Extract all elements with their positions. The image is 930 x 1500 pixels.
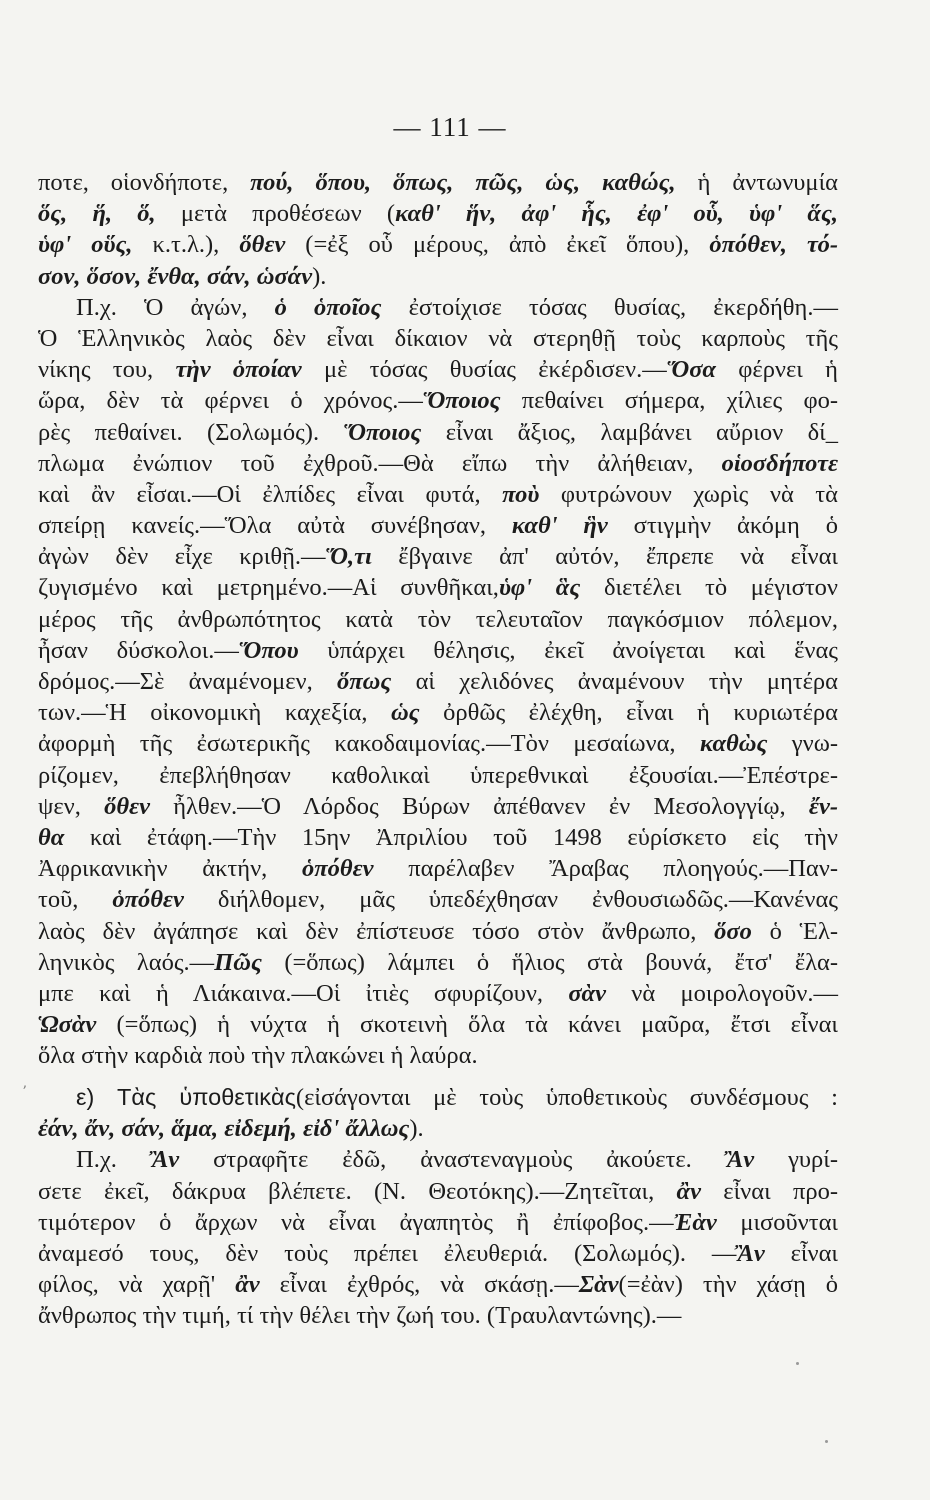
emphasized-term: οἱοσδήποτε	[721, 449, 838, 477]
text-line	[38, 728, 838, 759]
emphasized-term: Ὅ,τι	[325, 543, 372, 571]
text-run: ψεν,	[38, 792, 105, 820]
text-run: λαὸς δὲν ἀγάπησε καὶ δὲν ἐπίστευσε τόσο στὸν ἄνθρωπο,	[38, 917, 715, 945]
text-run: δρόμος.—Σὲ ἀναμένομεν,	[38, 668, 338, 695]
text-line	[38, 167, 838, 198]
text-run: ἀγὼν δὲν εἶχε κριθῇ.—	[38, 543, 326, 571]
text-run: αἱ χελιδόνες ἀναμένουν τὴν μητέρα	[391, 668, 838, 695]
text-run: ὥρα, δὲν τὰ φέρνει ὁ χρόνος.—	[38, 387, 423, 415]
text-run: φίλος, νὰ χαρῇ'	[38, 1271, 236, 1299]
text-run: σπείρῃ κανείς.—Ὅλα αὐτὰ συνέβησαν,	[38, 512, 512, 540]
text-line	[38, 760, 838, 791]
text-run: στραφῆτε ἐδῶ, ἀναστεναγμοὺς ἀκούετε.	[179, 1146, 726, 1174]
text-run: Ὁ Ἑλληνικὸς λαὸς δὲν εἶναι δίκαιον νὰ στερηθῇ τοὺς καρποὺς τῆς	[38, 324, 838, 352]
text-run: ὑπάρχει θέλησις, ἐκεῖ ἀνοίγεται καὶ ἕνας	[298, 636, 838, 664]
emphasized-term: Ἐὰν	[673, 1208, 717, 1236]
text-line	[38, 261, 838, 292]
emphasized-term: θα	[38, 823, 65, 851]
emphasized-term: ἂν	[235, 1271, 260, 1299]
text-run: γυρί-	[754, 1146, 839, 1174]
text-run: τοῦ,	[38, 886, 113, 914]
text-run: εἶναι προ-	[700, 1177, 839, 1205]
text-line	[38, 323, 838, 354]
text-run: ἦλθεν.—Ὁ Λόρδος Βύρων ἀπέθανεν ἐν Μεσολογγίῳ,	[149, 792, 809, 820]
text-line	[38, 448, 838, 479]
text-run: μισοῦνται	[716, 1208, 838, 1236]
emphasized-term: τὴν ὁποίαν	[175, 356, 302, 384]
text-line	[38, 1176, 838, 1207]
text-line	[38, 1040, 838, 1071]
emphasized-term: ὁ ὁποῖος	[274, 293, 382, 321]
text-line	[38, 635, 838, 666]
text-run: καὶ ἐτάφη.—Τὴν 15ην Ἀπριλίου τοῦ 1498 εὑρίσκετο εἰς τὴν	[64, 823, 838, 851]
emphasized-term: ὑφ' οὕς,	[38, 231, 133, 259]
emphasized-term: σον, ὅσον, ἔνθα, σάν, ὡσάν	[38, 262, 313, 290]
emphasized-term: ὅπως	[337, 668, 392, 695]
text-run: διετέλει τὸ μέγιστον	[580, 574, 839, 602]
text-line	[38, 1082, 838, 1113]
text-line	[38, 354, 838, 385]
text-line	[38, 822, 838, 853]
text-run: ἡ ἀντωνυμία	[675, 169, 838, 196]
text-line	[38, 1300, 838, 1331]
text-run: ε) Τὰς ὑποθετικὰς	[76, 1084, 296, 1110]
text-run: κ.τ.λ.),	[132, 231, 240, 259]
text-run: φυτρώνουν χωρὶς νὰ τὰ	[539, 480, 838, 508]
emphasized-term: Ἂν	[725, 1146, 755, 1174]
text-line	[38, 198, 838, 229]
emphasized-term: ὁπόθεν	[112, 886, 184, 914]
emphasized-term: ὅς, ἥ, ὅ,	[38, 200, 156, 228]
text-run: καὶ ἂν εἶσαι.—Οἱ ἐλπίδες εἶναι φυτά,	[38, 480, 503, 508]
emphasized-term: ὅθεν	[104, 792, 150, 820]
emphasized-term: καθ' ἥν, ἀφ' ἧς, ἐφ' οὗ, ὑφ' ἅς,	[395, 200, 838, 228]
section-d-text	[38, 167, 838, 1071]
emphasized-term: ἔν-	[808, 792, 838, 820]
text-run: (εἰσάγονται μὲ τοὺς ὑποθετικοὺς συνδέσμους :	[295, 1084, 838, 1111]
emphasized-term: ἐάν, ἄν, σάν, ἅμα, εἰδεμή, εἰδ' ἄλλως	[38, 1115, 410, 1143]
text-run: ρίζομεν, ἐπεβλήθησαν καθολικαὶ ὑπερεθνικαὶ ἐξουσίαι.—Ἐπέστρε-	[38, 761, 838, 789]
text-line	[38, 884, 838, 915]
text-run: μετὰ προθέσεων (	[155, 200, 396, 228]
text-run: (=ὅπως) λάμπει ὁ ἥλιος στὰ βουνά, ἔτσ' ἔλα-	[261, 948, 838, 976]
text-run: μὲ τόσας θυσίας ἐκέρδισεν.—	[301, 356, 667, 384]
text-run: μέρος τῆς ἀνθρωπότητος κατὰ τὸν τελευταῖον παγκόσμιον πόλεμον,	[38, 605, 838, 633]
text-run: ἐστοίχισε τόσας θυσίας, ἐκερδήθη.—	[381, 293, 838, 321]
text-run: νὰ μοιρολογοῦν.—	[605, 979, 838, 1007]
paper-speck	[796, 1362, 799, 1365]
emphasized-term: σὰν	[568, 979, 606, 1007]
text-run: νίκης του,	[38, 356, 176, 384]
text-line	[38, 604, 838, 635]
text-run: ἀναμεσό τους, δὲν τοὺς πρέπει ἐλευθεριά. (Σολωμός). —	[38, 1239, 737, 1267]
text-run: ζυγισμένο καὶ μετρημένο.—Αἱ συνθῆκαι,	[38, 574, 499, 602]
text-run: ληνικὸς λαός.—	[38, 948, 215, 976]
text-line	[38, 229, 838, 260]
text-run: Π.χ.	[76, 1146, 151, 1174]
emphasized-term: ὑφ' ἃς	[498, 574, 581, 602]
text-run: ὅλα στὴν καρδιὰ ποὺ τὴν πλακώνει ἡ λαύρα.	[38, 1042, 478, 1070]
text-run: εἶναι	[764, 1239, 838, 1267]
text-run: πεθαίνει σήμερα, χίλιες φο-	[500, 387, 838, 415]
emphasized-term: ὡς	[390, 699, 420, 727]
text-run: (=ἐξ οὗ μέρους, ἀπὸ ἐκεῖ ὅπου),	[285, 231, 710, 259]
text-run: ἄνθρωπος τὴν τιμή, τί τὴν θέλει τὴν ζωή του. (Τραυλαντώνης).—	[38, 1302, 682, 1330]
text-line	[38, 853, 838, 884]
text-line	[38, 541, 838, 572]
margin-mark: ʼ	[22, 1084, 27, 1100]
text-run: Ἀφρικανικὴν ἀκτήν,	[38, 855, 302, 883]
emphasized-term: καθὼς	[699, 730, 768, 758]
emphasized-term: ὅσο	[714, 917, 752, 945]
text-run: εἶναι ἐχθρός, νὰ σκάσῃ.—	[259, 1271, 579, 1299]
emphasized-term: Ὡσὰν	[38, 1011, 97, 1039]
text-run: διήλθομεν, μᾶς ὑπεδέχθησαν ἐνθουσιωδῶς.—Κανένας	[183, 886, 838, 914]
text-run: Π.χ. Ὁ ἀγών,	[76, 293, 275, 321]
text-run: ).	[409, 1115, 424, 1143]
text-run: (=ὅπως) ἡ νύχτα ἡ σκοτεινὴ ὅλα τὰ κάνει μαῦρα, ἔτσι εἶναι	[96, 1011, 838, 1039]
text-line	[38, 292, 838, 323]
emphasized-term: ποὺ	[502, 480, 540, 508]
emphasized-term: Ὅπου	[238, 636, 299, 664]
text-run: ἔβγαινε ἀπ' αὐτόν, ἔπρεπε νὰ εἶναι	[371, 543, 839, 571]
text-run: ).	[312, 262, 327, 290]
text-line	[38, 385, 838, 416]
text-line	[38, 572, 838, 603]
paper-speck	[825, 1440, 828, 1443]
emphasized-term: πού, ὅπου, ὅπως, πῶς, ὡς, καθώς,	[250, 169, 676, 196]
text-run: φέρνει ἡ	[716, 356, 838, 384]
text-run: παρέλαβεν Ἄραβας πλοηγούς.—Παν-	[373, 855, 838, 883]
text-line	[38, 916, 838, 947]
text-run: πλωμα ἐνώπιον τοῦ ἐχθροῦ.—Θὰ εἴπω τὴν ἀλήθειαν,	[38, 449, 722, 477]
text-line	[38, 1009, 838, 1040]
emphasized-term: καθ' ἣν	[511, 512, 608, 540]
text-run: ὁ Ἑλ-	[751, 917, 838, 945]
emphasized-term: ὁπόθεν, τό-	[709, 231, 838, 259]
emphasized-term: ὁπόθεν	[302, 855, 374, 883]
text-run: ἀφορμὴ τῆς ἐσωτερικῆς κακοδαιμονίας.—Τὸν μεσαίωνα,	[38, 730, 700, 758]
text-line	[38, 1238, 838, 1269]
text-run: (=ἐὰν) τὴν χάσῃ ὁ	[618, 1271, 839, 1299]
text-line	[38, 978, 838, 1009]
text-run: ἦσαν δύσκολοι.—	[38, 636, 239, 664]
text-run: ὀρθῶς ἐλέχθη, εἶναι ἡ κυριωτέρα	[419, 699, 838, 727]
text-line	[38, 697, 838, 728]
emphasized-term: Ὅποιος	[422, 387, 501, 415]
text-line	[38, 479, 838, 510]
text-line	[38, 947, 838, 978]
emphasized-term: Ὅσα	[666, 356, 716, 384]
text-run: ποτε, οἱονδήποτε,	[38, 169, 251, 196]
text-run: γνω-	[767, 730, 838, 758]
text-line	[38, 1113, 838, 1144]
text-run: τιμότερον ὁ ἄρχων νὰ εἶναι ἀγαπητὸς ἢ ἐπίφοβος.—	[38, 1208, 674, 1236]
emphasized-term: Ὅποιος	[343, 418, 422, 446]
text-run: στιγμὴν ἀκόμη ὁ	[607, 512, 838, 540]
text-line	[38, 666, 838, 697]
page-number: — 111 —	[393, 112, 507, 142]
section-e-text	[38, 1082, 838, 1332]
text-line	[38, 417, 838, 448]
emphasized-term: Ἂν	[736, 1239, 765, 1267]
emphasized-term: Πῶς	[214, 948, 262, 976]
text-run: των.—Ἡ οἰκονομικὴ καχεξία,	[38, 699, 391, 727]
text-line	[38, 510, 838, 541]
emphasized-term: Ἂν	[150, 1146, 180, 1174]
emphasized-term: ἂν	[676, 1177, 701, 1205]
text-run: ρὲς πεθαίνει. (Σολωμός).	[38, 418, 344, 446]
emphasized-term: ὅθεν	[239, 231, 286, 259]
text-run: εἶναι ἄξιος, λαμβάνει αὔριον δί_	[421, 418, 839, 446]
text-run: μπε καὶ ἡ Λιάκαινα.—Οἱ ἰτιὲς σφυρίζουν,	[38, 979, 569, 1007]
text-run: σετε ἐκεῖ, δάκρυα βλέπετε. (Ν. Θεοτόκης).—Ζητεῖται,	[38, 1177, 677, 1205]
text-line	[38, 1207, 838, 1238]
emphasized-term: Σὰν	[578, 1271, 619, 1299]
text-line	[38, 1269, 838, 1300]
text-line	[38, 791, 838, 822]
text-line	[38, 1144, 838, 1175]
